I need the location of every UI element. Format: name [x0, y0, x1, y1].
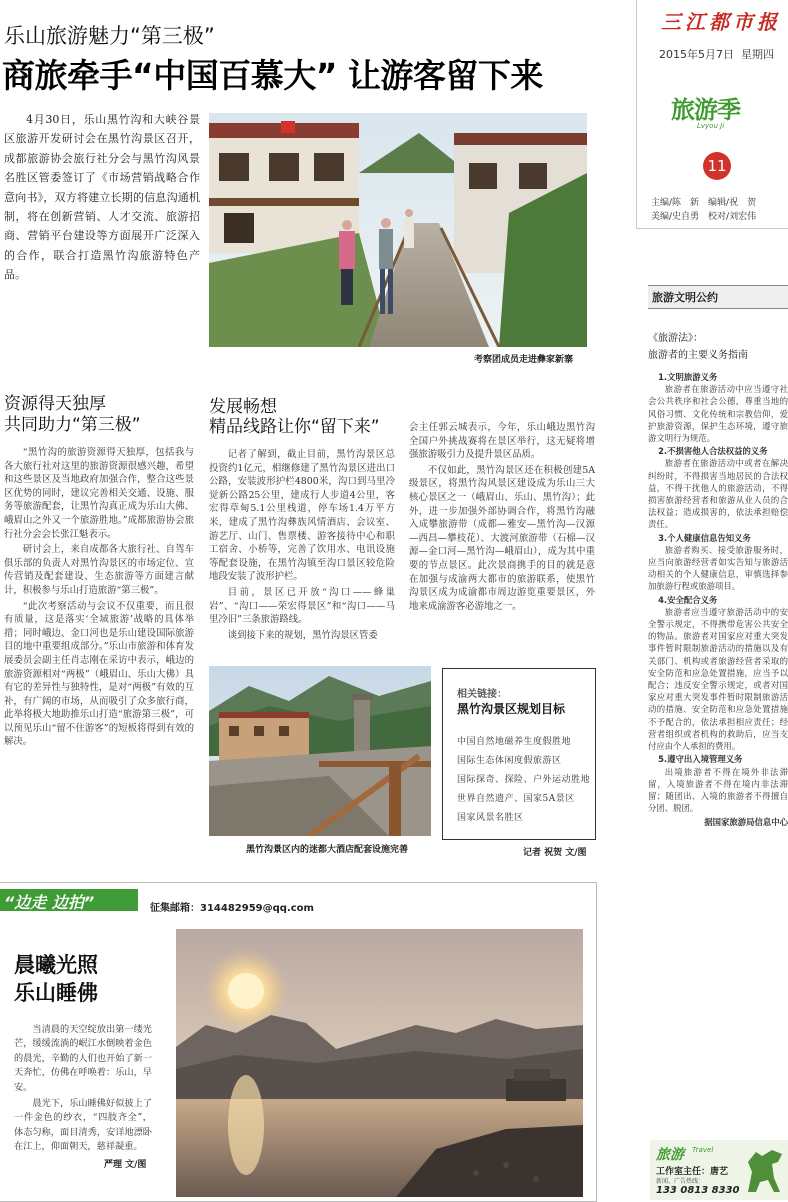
bottom-paragraph: 晨光下，乐山睡佛好似披上了一件金色的纱衣，“四肢齐全”，体态匀称，面目清秀，安详地漂卧在江上，仰面朝天，慈祥凝重。 [14, 1098, 152, 1153]
section-a-paragraph: 研讨会上，来自成都各大旅行社、自驾车俱乐部的负责人对黑竹沟景区的市场定位、宣传营销及配套建设、生态旅游等方面建言献计，积极参与乐山打造旅游“第三极”。 [4, 544, 194, 596]
section-a-body [4, 446, 194, 751]
section-a-paragraph: “此次考察活动与会议不仅重要，而且很有质量，这是落实‘全域旅游’战略的具体举措；同时峨边、金口河也是乐山建设国际旅游目的地中重要组成部分。”乐山市旅游和体育发展委员会副主任肖志刚在采访中表示，峨边的旅游资源相对“两极”（峨眉山、乐山大佛）具有它的差异性与独特性，是对“两极”有效的互补，有广阔的市场，从而吸引了众多旅行商，此举将极大地助推乐山打造“旅游第三极”，可以预见乐山“留不住游客”的短板将得到有效的解决。 [4, 600, 194, 748]
ad-box [650, 1140, 788, 1200]
byline: 记者 祝贺 文/图 [523, 848, 587, 858]
list-item: 国家风景名胜区 [457, 813, 524, 823]
section-b-paragraph: 谈到接下来的规划，黑竹沟景区管委 [227, 629, 378, 641]
related-links-label: 相关链接： [457, 689, 507, 700]
list-item: 世界自然遗产、国家5A景区 [457, 794, 575, 804]
ad-logo: 旅游 [656, 1147, 684, 1163]
submission-email: 征集邮箱：314482959@qq.com [150, 903, 314, 914]
section-b-paragraph: 不仅如此，黑竹沟景区还在积极创建5A级景区，将黑竹沟风景区建设成为乐山三大核心景区之一（峨眉山、乐山、黑竹沟）；此外，进一步加强外部协调合作，将黑竹沟融入成攀旅游带（成都—雅安—黑竹沟—汉源—西昌—攀枝花）、大渡河旅游带（石棉—汉源—金口河—黑竹沟—峨眉山），成为其中重要的节点景区。此次景商携手的目的就是意在加强与成渝两大都市的旅游联系，使黑竹沟景区成为成渝都市周边游览重要景区，外地来成渝游客必游地之一。 [409, 464, 595, 612]
bottom-byline: 严理 文/图 [104, 1160, 147, 1170]
law-subtitle: 旅游者的主要义务指南 [648, 350, 748, 361]
ad-director: 工作室主任：唐艺 [656, 1167, 729, 1177]
obligations-list [648, 371, 788, 829]
section-a-title-line2: 共同助力“第三极” [4, 415, 141, 435]
list-item: 国际生态体闲度假旅游区 [457, 756, 562, 766]
bottom-title-line1: 晨曦光照 [14, 953, 98, 977]
lead-paragraph: 4月30日，乐山黑竹沟和大峡谷景区旅游开发研讨会在黑竹沟景区召开，成都旅游协会旅行社分会与黑竹沟风景名胜区管委签订了《市场营销战略合作意向书》，双方将建立长期的信息沟通机制，将在创新营销、人才交流、旅游招商、营销平台建设等方面展开广泛深入的合作，联合打造黑竹沟旅游特色产品。 [4, 113, 200, 282]
headline-main: 商旅牵手“中国百慕大” 让游客留下来 [2, 56, 543, 95]
related-links-box [442, 668, 596, 840]
section-b-paragraph: 目前，景区已开放“沟口——蜂巢岩”、“沟口——荣宏得景区”和“沟口——马里冷旧”三条旅游路线。 [209, 586, 395, 626]
section-b-paragraph: 记者了解到，截止目前，黑竹沟景区总投资约1亿元，相继修建了黑竹沟景区进出口公路，安装波形护栏4800米，沟口到马里冷觉新公路25公里，建成行人步道4公里，客宏得草甸5.1公里栈道，停车场1.4万平方米，建成了黑竹沟彝族风情酒店、会议室、游艺厅、山门、售票楼、游客接待中心和职工宿舍、小桥等，完善了饮用水、电讯设施等配套设施，在黑竹沟镇至沟口景区较危险地段安装了波形护栏。 [209, 449, 395, 583]
issue-date: 2015年5月7日 星期四 [659, 48, 774, 61]
column-label-banner [0, 889, 138, 911]
obligation-text: 出境旅游者不得在境外非法滞留，入境旅游者不得在境内非法滞留；随团出、入境的旅游者不得擅自分团、脱团。 [648, 766, 788, 814]
page-number: 11 [707, 157, 727, 175]
obligation-heading: 3.个人健康信息告知义务 [658, 532, 751, 543]
related-links-list [457, 733, 590, 828]
bottom-paragraph: 当清晨的天空绽放出第一缕光芒，缓缓流淌的岷江水倒映着金色的晨光，辛勤的人们也开始了新一天奔忙，仿佛在呼唤着：乐山，早安。 [14, 1024, 152, 1093]
list-item: 中国自然地磁养生度假胜地 [457, 737, 572, 747]
obligation-text: 旅游者在旅游活动中应当遵守社会公共秩序和社会公德，尊重当地的风俗习惯、文化传统和宗教信仰，爱护旅游资源，保护生态环境，遵守旅游文明行为规范。 [648, 384, 788, 444]
obligations-source: 据国家旅游局信息中心 [704, 817, 788, 828]
headline-kicker: 乐山旅游魅力“第三极” [4, 24, 215, 48]
photo1-caption: 考察团成员走进彝家新寨 [474, 355, 574, 365]
section-a-title-line1: 资源得天独厚 [4, 394, 106, 414]
section-a-paragraph: “黑竹沟的旅游资源得天独厚，包括我与各大旅行社对这里的旅游资源很感兴趣，希望和这些景区及当地政府加强合作，整合这些景区优势的同时，建议完善相关交通、设施、服务等旅游配套，让黑竹沟真正成为乐山大佛、峨眉山之外又一个旅游胜地。”成都旅游协会旅行社分会会长张江魁表示。 [4, 447, 194, 540]
photo-sleeping-buddha-image [176, 929, 583, 1197]
civilized-tourism-title: 旅游文明公约 [648, 285, 788, 309]
obligation-text: 旅游者在旅游活动中或者在解决纠纷时，不得损害当地居民的合法权益，不得干扰他人的旅游活动，不得损害旅游经营者和旅游从业人员的合法权益；造成损害的，依法承担赔偿责任。 [648, 458, 788, 530]
section-logo-pinyin: Lvyou Ji [697, 122, 725, 130]
section-b-title-line1: 发展畅想 [209, 397, 277, 417]
section-b-col2 [409, 421, 595, 615]
paper-name: 三江都市报 [661, 10, 781, 34]
section-b-col1 [209, 448, 395, 644]
ad-phone: 133 0813 8330 [656, 1185, 740, 1196]
column-label: “边走 边拍” [4, 893, 95, 912]
obligation-heading: 5.遵守出入境管理义务 [658, 754, 743, 765]
section-b-paragraph: 会主任郭云城表示，今年，乐山峨边黑竹沟全国户外挑战赛将在景区举行，这无疑将增强旅游吸引力及提升景区品质。 [409, 422, 595, 461]
ad-logo-en: Travel [692, 1146, 714, 1154]
related-links-title: 黑竹沟景区规划目标 [457, 702, 566, 716]
obligation-text: 旅游者应当遵守旅游活动中的安全警示规定，不得携带危害公共安全的物品。旅游者对国家应对重大突发事件暂时限制旅游活动的措施以及有关部门、机构或者旅游经营者采取的安全防范和应急处置措施，应当予以配合；违反安全警示规定，或者对国家应对重大突发事件暂时限制旅游活动的措施、安全防范和应急处置措施不予配合的，依法承担相应责任；经营者组织或者机构的救助后，应当支付应由个人承担的费用。 [648, 606, 788, 752]
civilized-tourism-column [648, 285, 788, 829]
law-title: 《旅游法》： [648, 333, 703, 344]
photo-hotel [209, 666, 431, 836]
photo-village-path [209, 113, 587, 347]
obligation-heading: 4.安全配合义务 [658, 594, 718, 605]
photo2-caption: 黑竹沟景区内的迷都大酒店配套设施完善 [246, 845, 409, 855]
photo-sleeping-buddha [176, 929, 583, 1197]
obligation-text: 旅游者购买、接受旅游服务时，应当向旅游经营者如实告知与旅游活动相关的个人健康信息，审慎选择参加旅游行程或旅游项目。 [648, 544, 788, 592]
ad-hotline-label: 新闻、广告热线： [656, 1178, 705, 1185]
masthead [636, 0, 788, 229]
bottom-feature-box [0, 882, 597, 1202]
editors-line2: 美编/史自勇 校对/刘宏伟 [651, 212, 757, 222]
page-number-badge [703, 152, 731, 180]
obligation-heading: 1.文明旅游义务 [658, 372, 718, 382]
section-a-title [4, 394, 141, 436]
editors-line1: 主编/陈 新 编辑/祝 贺 [651, 198, 757, 208]
photo-village-path-image [209, 113, 587, 347]
section-b-title-line2: 精品线路让你“留下来” [209, 417, 380, 437]
section-logo: 旅游季 [671, 95, 740, 124]
bottom-body [14, 1023, 152, 1155]
photo-hotel-image [209, 666, 431, 836]
obligation-heading: 2.不损害他人合法权益的义务 [658, 446, 768, 457]
list-item: 国际探奇、探险、户外运动胜地 [457, 775, 591, 785]
bottom-title-line2: 乐山睡佛 [14, 981, 98, 1005]
horse-icon [742, 1142, 786, 1198]
bottom-title [14, 951, 98, 1007]
section-b-title [209, 397, 380, 437]
